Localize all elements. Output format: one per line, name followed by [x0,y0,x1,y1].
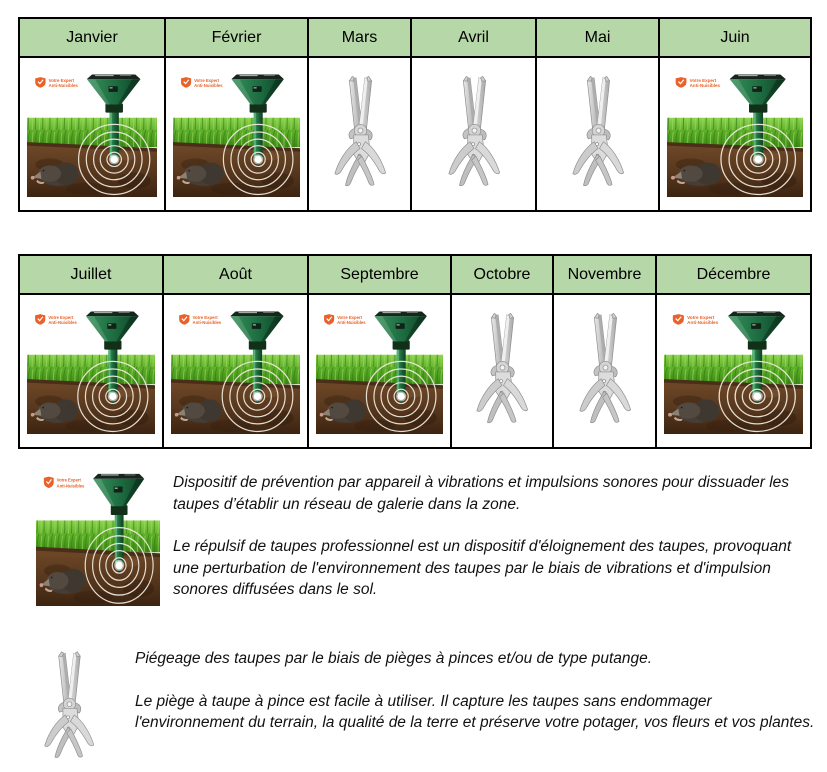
month-header-avril: Avril [411,18,536,57]
month-header-decembre: Décembre [656,255,811,294]
legend-paragraph: Piégeage des taupes par le biais de pièges à pinces et/ou de type putange. [135,650,653,667]
month-image-row [19,294,811,448]
repeller-thumbnail [36,470,160,606]
cell-image-mai [536,57,659,211]
legend-repeller-text [173,470,818,601]
month-header-juillet: Juillet [19,255,163,294]
month-header-janvier: Janvier [19,18,165,57]
cell-image-avril [411,57,536,211]
legend-trap-text [135,646,815,734]
cell-image-septembre [308,294,451,448]
calendar-table-jan-jun [18,17,812,212]
month-header-mars: Mars [308,18,411,57]
trap-thumbnail [40,646,98,769]
cell-image-juin [659,57,811,211]
month-header-juin: Juin [659,18,811,57]
cell-image-decembre [656,294,811,448]
legend-repeller [36,470,827,606]
legend-paragraph: Dispositif de prévention par appareil à vibrations et impulsions sonores pour dissuader les taupes d’établir un réseau de galerie dans la zone. [173,474,790,513]
month-header-septembre: Septembre [308,255,451,294]
month-image-row [19,57,811,211]
legend-paragraph: Le piège à taupe à pince est facile à utiliser. Il capture les taupes sans endommager l'environnement du terrain, la qualité de la terre et préserve votre potager, vos fleurs et vos plantes. [135,692,815,731]
month-header-fevrier: Février [165,18,308,57]
cell-image-aout [163,294,308,448]
month-header-row [19,18,811,57]
cell-image-janvier [19,57,165,211]
cell-image-octobre [451,294,553,448]
legend-paragraph: Le répulsif de taupes professionnel est un dispositif d'éloignement des taupes, provoquant une perturbation de l'environnement des taupes par le biais de vibrations et d'impulsion sonores diffusées dans le sol. [173,538,792,598]
month-header-novembre: Novembre [553,255,656,294]
calendar-table-jul-dec [18,254,812,449]
month-header-aout: Août [163,255,308,294]
cell-image-mars [308,57,411,211]
legend-trap [40,646,827,769]
cell-image-novembre [553,294,656,448]
month-header-octobre: Octobre [451,255,553,294]
cell-image-fevrier [165,57,308,211]
month-header-mai: Mai [536,18,659,57]
cell-image-juillet [19,294,163,448]
month-header-row [19,255,811,294]
